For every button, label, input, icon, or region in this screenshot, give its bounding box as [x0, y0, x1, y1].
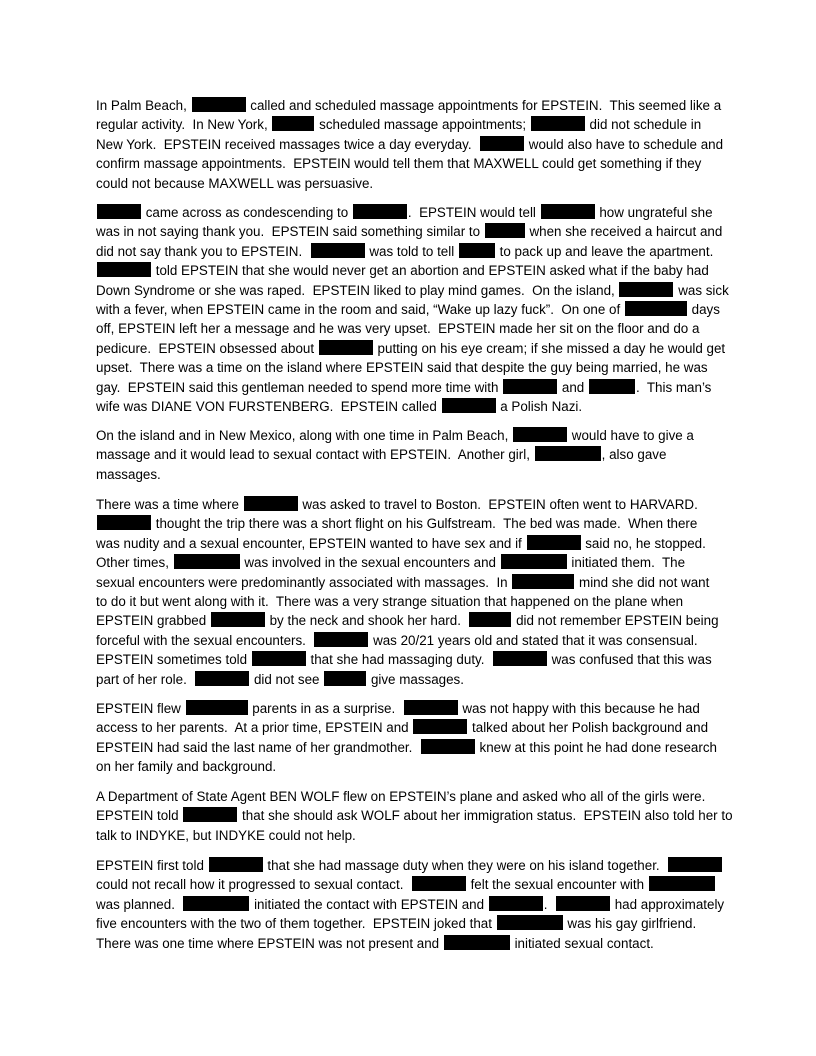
text-run: told EPSTEIN that she would never get an abortion and EPSTEIN asked what if the baby had	[152, 263, 709, 279]
text-run: was involved in the sexual encounters and	[240, 555, 500, 571]
redaction-bar	[619, 282, 673, 297]
paragraph-mind-games	[96, 203, 736, 416]
redaction-bar	[324, 671, 366, 686]
text-run: a Polish Nazi.	[496, 398, 583, 414]
text-run: A Department of State Agent BEN WOLF flew on EPSTEIN’s plane and asked who all of the girls were.	[96, 789, 706, 804]
text-line	[96, 174, 736, 193]
text-run: thought the trip there was a short flight on his Gulfstream. The bed was made. When there	[152, 516, 698, 532]
text-run: forceful with the sexual encounters.	[96, 632, 314, 648]
text-run: In Palm Beach,	[96, 98, 191, 113]
text-run: days	[687, 301, 720, 317]
text-line	[96, 670, 736, 689]
text-run: massages.	[96, 466, 161, 482]
text-line	[96, 426, 736, 445]
text-run: New York. EPSTEIN received massages twice a day everyday.	[96, 136, 480, 152]
redaction-bar	[527, 535, 581, 550]
text-line	[96, 339, 736, 358]
redaction-bar	[97, 204, 141, 219]
text-run: said no, he stopped.	[581, 535, 706, 551]
redaction-bar	[404, 700, 458, 715]
text-line	[96, 757, 736, 776]
redaction-bar	[589, 379, 635, 394]
text-line	[96, 806, 736, 825]
text-run: Other times,	[96, 555, 173, 571]
redaction-bar	[97, 262, 151, 277]
text-run: was planned.	[96, 896, 183, 912]
text-run: that she had massaging duty.	[306, 652, 492, 668]
redaction-bar	[311, 243, 365, 258]
redaction-bar	[497, 915, 563, 930]
text-run: EPSTEIN grabbed	[96, 613, 210, 629]
text-line	[96, 300, 736, 319]
redaction-bar	[668, 857, 722, 872]
text-run: was sick	[674, 282, 729, 298]
text-run: . This man’s	[635, 379, 712, 395]
text-run: EPSTEIN had said the last name of her grandmother.	[96, 739, 420, 755]
redaction-bar	[442, 398, 496, 413]
redaction-bar	[480, 136, 524, 151]
text-run: would also have to schedule and	[525, 136, 724, 152]
text-line	[96, 281, 736, 300]
text-run: had approximately	[610, 896, 725, 912]
text-line	[96, 895, 736, 914]
text-line	[96, 465, 736, 484]
redaction-bar	[353, 204, 407, 219]
text-run: scheduled massage appointments;	[315, 117, 530, 133]
text-line	[96, 534, 736, 553]
redaction-bar	[314, 632, 368, 647]
text-line	[96, 934, 736, 953]
text-run: came across as condescending to	[142, 205, 352, 220]
text-line	[96, 856, 736, 875]
text-run: part of her role.	[96, 671, 195, 687]
redaction-bar	[272, 116, 314, 131]
text-line	[96, 875, 736, 894]
redaction-bar	[513, 427, 567, 442]
paragraph-boston-trip	[96, 495, 736, 689]
redaction-bar	[195, 671, 249, 686]
text-run: mind she did not want	[575, 574, 710, 590]
text-run: parents in as a surprise.	[248, 701, 403, 716]
text-run: was 20/21 years old and stated that it was consensual.	[369, 632, 698, 648]
text-run: that she should ask WOLF about her immigration status. EPSTEIN also told her to	[238, 808, 733, 824]
redaction-bar	[97, 515, 151, 530]
redaction-bar	[459, 243, 495, 258]
text-run: with a fever, when EPSTEIN came in the room and said, “Wake up lazy fuck”. On one of	[96, 301, 624, 317]
text-run: on her family and background.	[96, 759, 277, 775]
text-run: did not schedule in	[585, 117, 702, 133]
text-line	[96, 115, 736, 134]
text-run: that she had massage duty when they were on his island together.	[263, 858, 668, 873]
text-run: was told to tell	[365, 243, 458, 259]
paragraph-parents-visit	[96, 699, 736, 777]
text-run: knew at this point he had done research	[475, 739, 717, 755]
text-run: initiated them. The	[567, 555, 686, 571]
text-run: was in not saying thank you. EPSTEIN said something similar to	[96, 224, 484, 240]
text-line	[96, 358, 736, 377]
text-line	[96, 222, 736, 241]
redaction-bar	[192, 97, 246, 112]
redaction-bar	[625, 301, 687, 316]
text-run: Down Syndrome or she was raped. EPSTEIN liked to play mind games. On the island,	[96, 282, 619, 298]
text-run: EPSTEIN first told	[96, 858, 208, 873]
text-run: to pack up and leave the apartment.	[495, 243, 714, 259]
text-line	[96, 787, 736, 806]
text-line	[96, 261, 736, 280]
text-run: EPSTEIN told	[96, 808, 183, 824]
text-line	[96, 650, 736, 669]
text-line	[96, 397, 736, 416]
text-run: There was one time where EPSTEIN was not present and	[96, 935, 443, 951]
redaction-bar	[489, 896, 543, 911]
redaction-bar	[186, 700, 248, 715]
text-run: upset. There was a time on the island where EPSTEIN said that despite the guy being married, he was	[96, 360, 708, 376]
redaction-bar	[209, 857, 263, 872]
text-run: EPSTEIN sometimes told	[96, 652, 251, 668]
text-line	[96, 203, 736, 222]
redaction-bar	[183, 807, 237, 822]
redaction-bar	[501, 554, 567, 569]
text-run: pedicure. EPSTEIN obsessed about	[96, 340, 318, 356]
redaction-bar	[493, 651, 547, 666]
text-run: did not see	[250, 671, 324, 687]
text-line	[96, 611, 736, 630]
text-run: did not say thank you to EPSTEIN.	[96, 243, 310, 259]
redaction-bar	[541, 204, 595, 219]
text-run: talk to INDYKE, but INDYKE could not help.	[96, 827, 356, 843]
text-run: confirm massage appointments. EPSTEIN would tell them that MAXWELL could get something if they	[96, 156, 702, 172]
text-line	[96, 495, 736, 514]
text-run: could not because MAXWELL was persuasive.	[96, 175, 374, 191]
redaction-bar	[412, 876, 466, 891]
text-run: and	[558, 379, 588, 395]
text-run: regular activity. In New York,	[96, 117, 272, 133]
redaction-bar	[421, 739, 475, 754]
text-run: gay. EPSTEIN said this gentleman needed to spend more time with	[96, 379, 503, 395]
text-run: massage and it would lead to sexual contact with EPSTEIN. Another girl,	[96, 447, 534, 463]
text-run: .	[543, 896, 555, 912]
text-run: by the neck and shook her hard.	[265, 613, 469, 629]
text-run: was asked to travel to Boston. EPSTEIN often went to HARVARD.	[298, 497, 698, 512]
redaction-bar	[531, 116, 585, 131]
redaction-bar	[174, 554, 240, 569]
redaction-bar	[485, 223, 525, 238]
text-run: On the island and in New Mexico, along with one time in Palm Beach,	[96, 428, 513, 443]
redaction-bar	[252, 651, 306, 666]
text-line	[96, 592, 736, 611]
text-run: wife was DIANE VON FURSTENBERG. EPSTEIN called	[96, 398, 441, 414]
redaction-bar	[469, 612, 511, 627]
redaction-bar	[444, 935, 510, 950]
text-run: did not remember EPSTEIN being	[512, 613, 719, 629]
paragraph-massage-duty	[96, 856, 736, 953]
text-line	[96, 445, 736, 464]
text-run: was his gay girlfriend.	[563, 916, 697, 932]
redaction-bar	[556, 896, 610, 911]
text-line	[96, 242, 736, 261]
text-line	[96, 553, 736, 572]
text-run: give massages.	[367, 671, 464, 687]
text-line	[96, 96, 736, 115]
text-run: There was a time where	[96, 497, 243, 512]
text-line	[96, 826, 736, 845]
text-run: , also gave	[601, 447, 667, 463]
redaction-bar	[413, 719, 467, 734]
paragraph-state-agent	[96, 787, 736, 845]
redaction-bar	[512, 574, 574, 589]
paragraph-island-massages	[96, 426, 736, 484]
text-line	[96, 319, 736, 338]
text-run: EPSTEIN flew	[96, 701, 185, 716]
text-line	[96, 135, 736, 154]
redaction-bar	[319, 340, 373, 355]
redaction-bar	[535, 446, 601, 461]
text-line	[96, 738, 736, 757]
text-run: talked about her Polish background and	[468, 720, 709, 736]
text-run: initiated the contact with EPSTEIN and	[250, 896, 488, 912]
paragraph-scheduling	[96, 96, 736, 193]
text-line	[96, 573, 736, 592]
text-run: was confused that this was	[547, 652, 712, 668]
text-run: initiated sexual contact.	[510, 935, 654, 951]
text-run: access to her parents. At a prior time, EPSTEIN and	[96, 720, 413, 736]
text-run: off, EPSTEIN left her a message and he was very upset. EPSTEIN made her sit on the floor and do a	[96, 321, 700, 337]
text-line	[96, 718, 736, 737]
text-run: how ungrateful she	[595, 205, 713, 220]
text-run: . EPSTEIN would tell	[407, 205, 540, 220]
redaction-bar	[211, 612, 265, 627]
redaction-bar	[649, 876, 715, 891]
redaction-bar	[183, 896, 249, 911]
text-line	[96, 378, 736, 397]
text-run: five encounters with the two of them together. EPSTEIN joked that	[96, 916, 496, 932]
text-run: when she received a haircut and	[525, 224, 723, 240]
text-line	[96, 699, 736, 718]
text-line	[96, 631, 736, 650]
text-run: was not happy with this because he had	[458, 701, 700, 716]
redaction-bar	[503, 379, 557, 394]
text-run: felt the sexual encounter with	[466, 877, 648, 893]
text-line	[96, 914, 736, 933]
text-run: could not recall how it progressed to sexual contact.	[96, 877, 411, 893]
text-run: called and scheduled massage appointments for EPSTEIN. This seemed like a	[246, 98, 722, 113]
text-run: putting on his eye cream; if she missed a day he would get	[373, 340, 726, 356]
text-run: sexual encounters were predominantly associated with massages. In	[96, 574, 512, 590]
text-run: was nudity and a sexual encounter, EPSTEIN wanted to have sex and if	[96, 535, 526, 551]
text-line	[96, 154, 736, 173]
text-run: would have to give a	[568, 428, 694, 443]
text-run: to do it but went along with it. There was a very strange situation that happened on the plane when	[96, 593, 684, 609]
redaction-bar	[244, 496, 298, 511]
text-line	[96, 514, 736, 533]
